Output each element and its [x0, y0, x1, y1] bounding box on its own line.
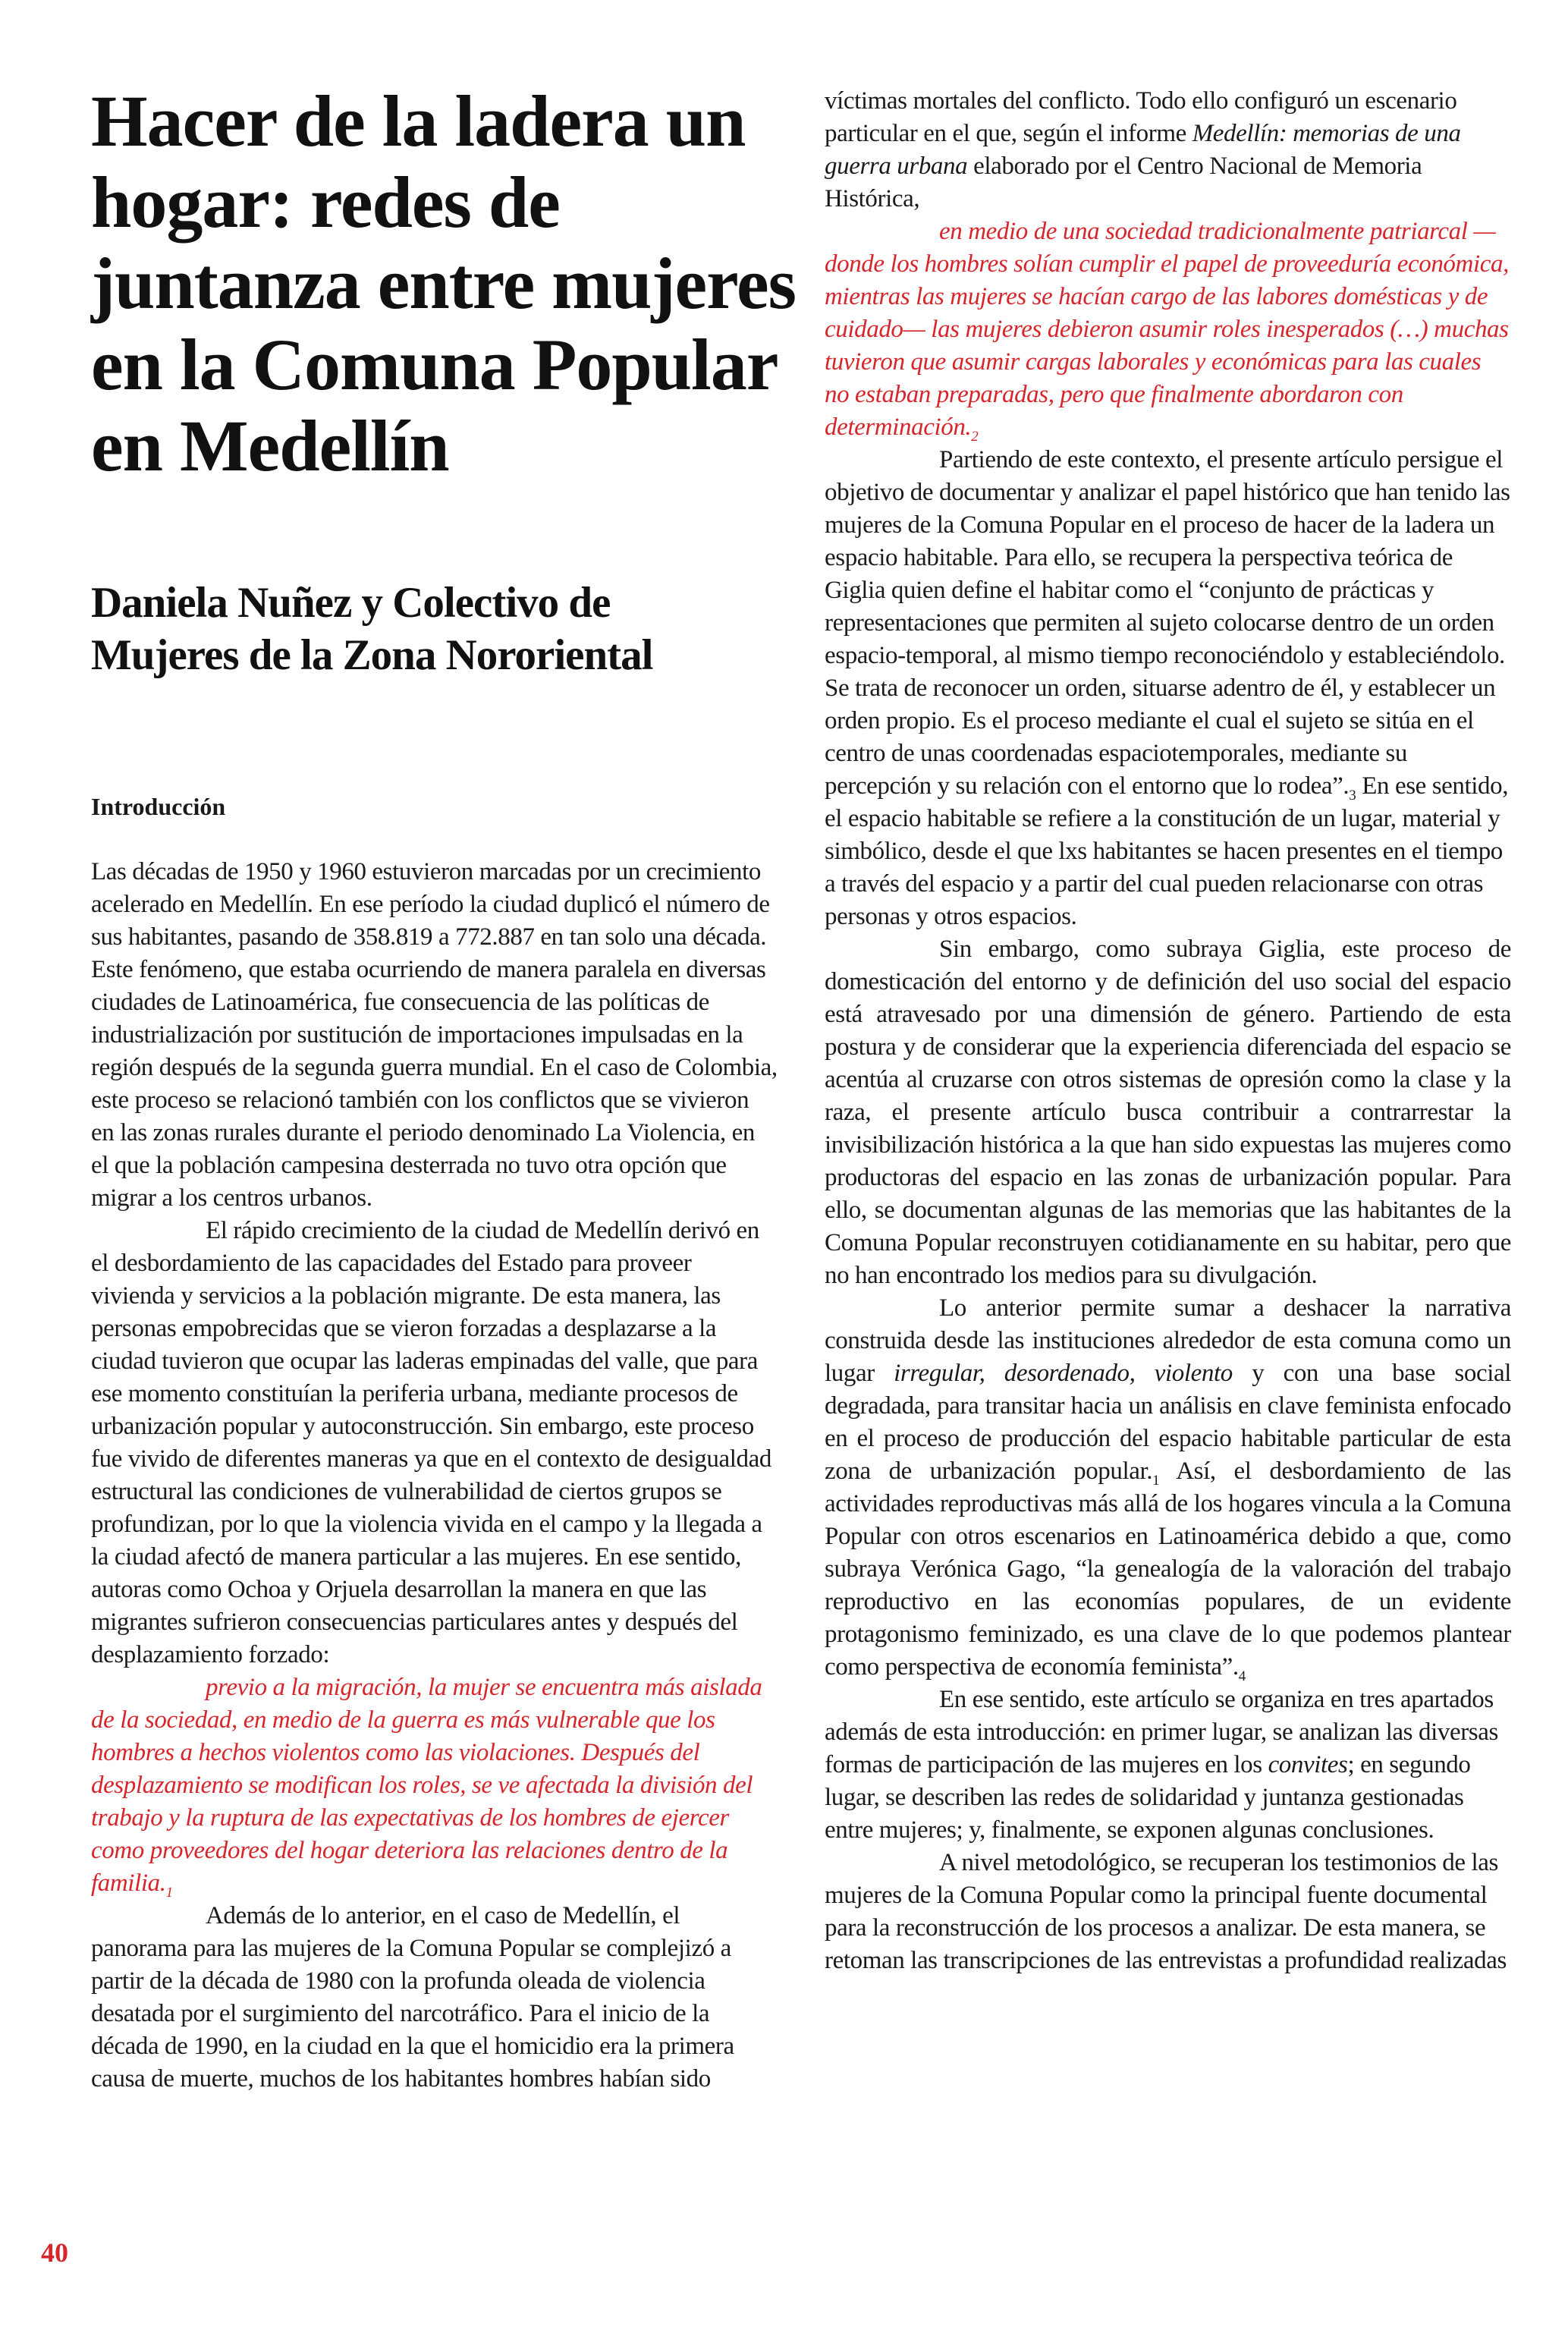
right-text-column: [825, 85, 1511, 1977]
footnote-marker: 1: [1152, 1473, 1160, 1489]
text-run: víctimas mortales del conflicto. Todo ello configuró un escenario particular en el que, según el informe: [825, 87, 1457, 147]
left-text-column: [91, 856, 778, 2096]
text-run: elaborado por el Centro Nacional de Memoria Histórica,: [825, 153, 1422, 212]
text-run: previo a la migración, la mujer se encuentra más aislada de la sociedad, en medio de la guerra es más vulnerable que los hombres a hechos violentos como las violaciones. Después del desplazamiento se modifican los roles, se ve afectada la división del trabajo y la ruptura de las expectativas de los hombres de ejercer como proveedores del hogar deteriora las relaciones dentro de la familia.: [91, 1674, 762, 1897]
text-run: en medio de una sociedad tradicionalmente patriarcal —donde los hombres solían cumplir el papel de proveeduría económica, mientras las mujeres se hacían cargo de las labores domésticas y de cuidado— las mujeres debieron asumir roles inesperados (…) muchas tuvieron que asumir cargas laborales y económicas para las cuales no estaban preparadas, pero que finalmente abordaron con determinación.: [825, 218, 1509, 441]
text-run: En ese sentido, el espacio habitable se refiere a la constitución de un lugar, material y simbólico, desde el que lxs habitantes se hacen presentes en el tiempo a través del espacio y a partir del cual pueden relacionarse con otras personas y otros espacios.: [825, 772, 1509, 930]
paragraph: [91, 1215, 778, 1671]
text-run: ; en segundo lugar, se describen las redes de solidaridad y juntanza gestionadas entre mujeres; y, finalmente, se exponen algunas conclusiones.: [825, 1751, 1471, 1844]
block-quote: [91, 1671, 778, 1900]
text-run: y con una base social degradada, para transitar hacia un análisis en clave feminista enfocado en el proceso de producción del espacio habitable particular de esta zona de urbanización popular.: [825, 1360, 1511, 1485]
page-number: 40: [41, 2237, 68, 2268]
paragraph: [825, 1847, 1511, 1977]
paragraph: [91, 1900, 778, 2096]
text-run: En ese sentido, este artículo se organiza en tres apartados además de esta introducción: en primer lugar, se analizan las diversas formas de participación de las mujeres en los: [825, 1686, 1498, 1778]
italic-text: irregular, desordenado, violento: [894, 1360, 1233, 1387]
article-authors: Daniela Nuñez y Colectivo de Mujeres de la Zona Nororiental: [91, 579, 653, 679]
footnote-marker: 4: [1238, 1668, 1246, 1684]
paragraph: [91, 856, 778, 1215]
paragraph: [825, 444, 1511, 933]
section-heading-introduction: Introducción: [91, 793, 226, 820]
paragraph: [825, 85, 1511, 215]
text-run: A nivel metodológico, se recuperan los testimonios de las mujeres de la Comuna Popular como la principal fuente documental para la reconstrucción de los procesos a analizar. De esta manera, se retoman las transcripciones de las entrevistas a profundidad realizadas: [825, 1849, 1507, 1974]
text-run: Las décadas de 1950 y 1960 estuvieron marcadas por un crecimiento acelerado en Medellín. En ese período la ciudad duplicó el número de sus habitantes, pasando de 358.819 a 772.887 en tan solo una década. Este fenómeno, que estaba ocurriendo de manera paralela en diversas ciudades de Latinoamérica, fue consecuencia de las políticas de industrialización por sustitución de importaciones impulsadas en la región después de la segunda guerra mundial. En el caso de Colombia, este proceso se relacionó también con los conflictos que se vivieron en las zonas rurales durante el periodo denominado La Violencia, en el que la población campesina desterrada no tuvo otra opción que migrar a los centros urbanos.: [91, 858, 778, 1212]
block-quote: [825, 215, 1511, 444]
paragraph: [825, 1684, 1511, 1847]
text-run: Además de lo anterior, en el caso de Medellín, el panorama para las mujeres de la Comuna Popular se complejizó a partir de la década de 1980 con la profunda oleada de violencia desatada por el surgimiento del narcotráfico. Para el inicio de la década de 1990, en la ciudad en la que el homicidio era la primera causa de muerte, muchos de los habitantes hombres habían sido: [91, 1902, 734, 2093]
footnote-marker: 3: [1349, 788, 1356, 803]
paragraph: [825, 1292, 1511, 1684]
paragraph: [825, 933, 1511, 1292]
article-title: Hacer de la ladera un hogar: redes de juntanza entre mujeres en la Comuna Popular en Medellín: [91, 80, 796, 486]
footnote-marker: 2: [971, 429, 979, 445]
text-run: El rápido crecimiento de la ciudad de Medellín derivó en el desbordamiento de las capacidades del Estado para proveer vivienda y servicios a la población migrante. De esta manera, las personas empobrecidas que se vieron forzadas a desplazarse a la ciudad tuvieron que ocupar las laderas empinadas del valle, que para ese momento constituían la periferia urbana, mediante procesos de urbanización popular y autoconstrucción. Sin embargo, este proceso fue vivido de diferentes maneras ya que en el contexto de desigualdad estructural las condiciones de vulnerabilidad de ciertos grupos se profundizan, por lo que la violencia vivida en el campo y la llegada a la ciudad afectó de manera particular a las mujeres. En ese sentido, autoras como Ochoa y Orjuela desarrollan la manera en que las migrantes sufrieron consecuencias particulares antes y después del desplazamiento forzado:: [91, 1217, 771, 1668]
text-run: Así, el desbordamiento de las actividades reproductivas más allá de los hogares vincula a la Comuna Popular con otros escenarios en Latinoamérica debido a que, como subraya Verónica Gago, “la genealogía de la valoración del trabajo reproductivo en las economías populares, de un evidente protagonismo feminizado, es una clave de lo que podemos plantear como perspectiva de economía feminista”.: [825, 1457, 1511, 1681]
text-run: Lo anterior permite sumar a deshacer la narrativa construida desde las instituciones alrededor de esta comuna como un lugar: [825, 1294, 1511, 1387]
italic-text: convites: [1268, 1751, 1348, 1778]
text-run: Partiendo de este contexto, el presente artículo persigue el objetivo de documentar y analizar el papel histórico que han tenido las mujeres de la Comuna Popular en el proceso de hacer de la ladera un espacio habitable. Para ello, se recupera la perspectiva teórica de Giglia quien define el habitar como el “conjunto de prácticas y representaciones que permiten al sujeto colocarse dentro de un orden espacio-temporal, al mismo tiempo reconociéndolo y estableciéndolo. Se trata de reconocer un orden, situarse adentro de él, y establecer un orden propio. Es el proceso mediante el cual el sujeto se sitúa en el centro de unas coordenadas espaciotemporales, mediante su percepción y su relación con el entorno que lo rodea”.: [825, 446, 1510, 800]
text-run: Sin embargo, como subraya Giglia, este proceso de domesticación del entorno y de definición del uso social del espacio está atravesado por una dimensión de género. Partiendo de esta postura y de considerar que la experiencia diferenciada del espacio se acentúa al cruzarse con otros sistemas de opresión como la clase y la raza, el presente artículo busca contribuir a contrarrestar la invisibilización histórica a la que han sido expuestas las mujeres como productoras del espacio en las zonas de urbanización popular. Para ello, se documentan algunas de las memorias que las habitantes de la Comuna Popular reconstruyen cotidianamente en su habitar, pero que no han encontrado los medios para su divulgación.: [825, 935, 1511, 1289]
footnote-marker: 1: [165, 1885, 173, 1901]
italic-text: Medellín: memorias de una guerra urbana: [825, 120, 1461, 180]
